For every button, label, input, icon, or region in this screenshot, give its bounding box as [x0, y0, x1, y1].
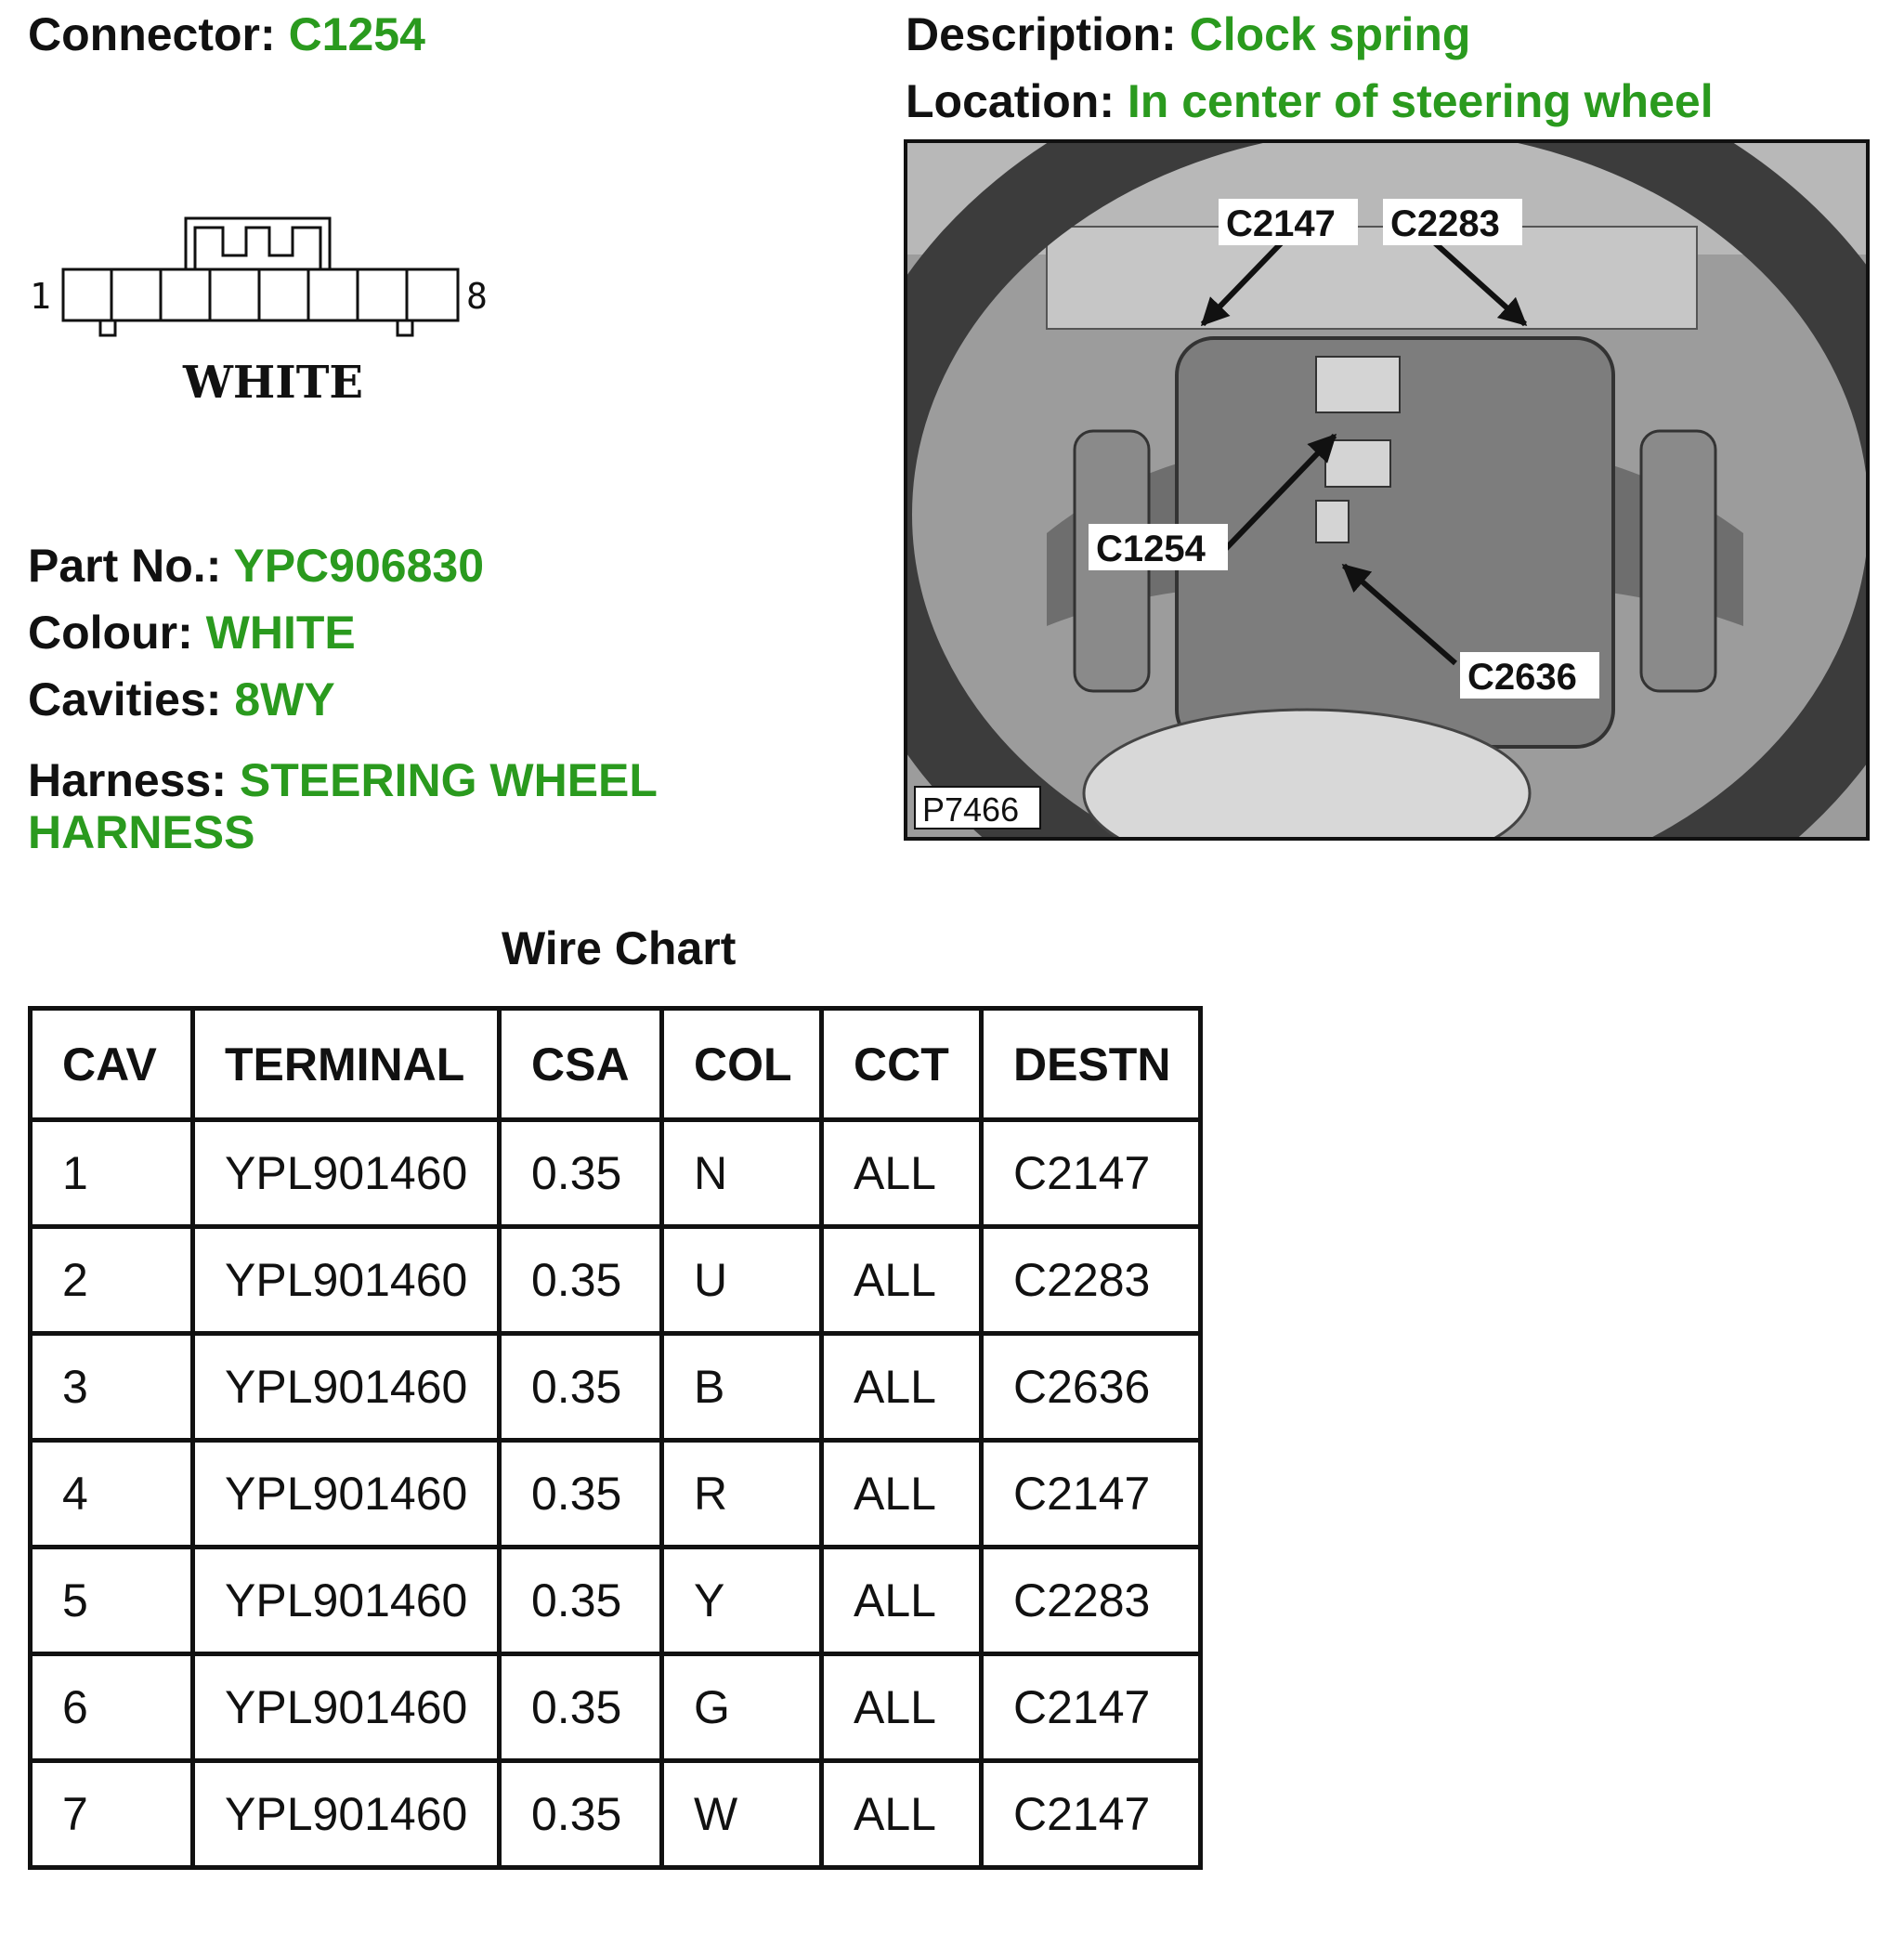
table-row	[31, 1654, 1201, 1761]
cell-cav: 6	[31, 1654, 193, 1761]
col-cav: CAV	[31, 1009, 193, 1120]
cell-csa: 0.35	[500, 1548, 662, 1654]
cell-cct: ALL	[822, 1120, 982, 1227]
location-value: In center of steering wheel	[1127, 75, 1714, 127]
cell-cav: 1	[31, 1120, 193, 1227]
connector-colour-label: WHITE	[183, 357, 364, 409]
table-header-row	[31, 1009, 1201, 1120]
cell-col: W	[662, 1761, 822, 1868]
figure-id: P7466	[922, 790, 1020, 829]
location-line	[906, 76, 1714, 127]
col-cct: CCT	[822, 1009, 982, 1120]
cell-terminal: YPL901460	[193, 1548, 500, 1654]
pin-first-label: 1	[30, 276, 51, 317]
cell-cct: ALL	[822, 1334, 982, 1441]
part-no-line	[28, 541, 484, 592]
cell-cav: 4	[31, 1441, 193, 1548]
pin-last-label: 8	[466, 276, 488, 317]
cell-cct: ALL	[822, 1761, 982, 1868]
part-no-value: YPC906830	[233, 540, 485, 592]
connector-line	[28, 9, 425, 60]
callout-c1254: C1254	[1096, 529, 1206, 569]
harness-line	[28, 754, 678, 858]
table-row	[31, 1441, 1201, 1548]
cell-col: Y	[662, 1548, 822, 1654]
cavities-value: 8WY	[234, 673, 335, 725]
callout-c2283: C2283	[1390, 203, 1500, 244]
colour-label: Colour:	[28, 607, 193, 659]
cell-cct: ALL	[822, 1227, 982, 1334]
cell-cav: 2	[31, 1227, 193, 1334]
table-row	[31, 1761, 1201, 1868]
cell-cav: 3	[31, 1334, 193, 1441]
callout-c2147: C2147	[1226, 203, 1336, 244]
cell-cct: ALL	[822, 1654, 982, 1761]
cell-destn: C2147	[982, 1654, 1201, 1761]
table-row	[31, 1120, 1201, 1227]
cell-terminal: YPL901460	[193, 1441, 500, 1548]
wire-chart-title: Wire Chart	[502, 922, 737, 974]
cell-csa: 0.35	[500, 1761, 662, 1868]
table-row	[31, 1334, 1201, 1441]
callout-c2636: C2636	[1467, 657, 1577, 698]
steering-wheel-photo	[904, 139, 1870, 841]
connector-label: Connector:	[28, 8, 276, 60]
harness-value: STEERING WHEEL HARNESS	[28, 754, 658, 858]
col-col: COL	[662, 1009, 822, 1120]
col-destn: DESTN	[982, 1009, 1201, 1120]
cell-cav: 5	[31, 1548, 193, 1654]
cell-terminal: YPL901460	[193, 1334, 500, 1441]
cell-terminal: YPL901460	[193, 1120, 500, 1227]
location-label: Location:	[906, 75, 1115, 127]
part-no-label: Part No.:	[28, 540, 222, 592]
cell-destn: C2147	[982, 1761, 1201, 1868]
connector-diagram	[28, 214, 511, 427]
cell-cct: ALL	[822, 1548, 982, 1654]
cell-terminal: YPL901460	[193, 1227, 500, 1334]
description-value: Clock spring	[1189, 8, 1471, 60]
cell-destn: C2147	[982, 1441, 1201, 1548]
wire-chart-table	[28, 1006, 1203, 1870]
cell-col: R	[662, 1441, 822, 1548]
cell-destn: C2283	[982, 1548, 1201, 1654]
cell-csa: 0.35	[500, 1334, 662, 1441]
cell-col: U	[662, 1227, 822, 1334]
col-csa: CSA	[500, 1009, 662, 1120]
cell-csa: 0.35	[500, 1227, 662, 1334]
description-line	[906, 9, 1470, 60]
cell-col: N	[662, 1120, 822, 1227]
cavities-label: Cavities:	[28, 673, 222, 725]
cell-csa: 0.35	[500, 1441, 662, 1548]
description-label: Description:	[906, 8, 1177, 60]
colour-value: WHITE	[205, 607, 356, 659]
col-terminal: TERMINAL	[193, 1009, 500, 1120]
colour-line	[28, 607, 356, 659]
cell-terminal: YPL901460	[193, 1761, 500, 1868]
cell-col: G	[662, 1654, 822, 1761]
cell-destn: C2147	[982, 1120, 1201, 1227]
cavities-line	[28, 674, 335, 725]
cell-cav: 7	[31, 1761, 193, 1868]
cell-col: B	[662, 1334, 822, 1441]
table-row	[31, 1548, 1201, 1654]
cell-csa: 0.35	[500, 1120, 662, 1227]
table-row	[31, 1227, 1201, 1334]
harness-label: Harness:	[28, 754, 227, 806]
connector-value: C1254	[288, 8, 425, 60]
cell-terminal: YPL901460	[193, 1654, 500, 1761]
cell-csa: 0.35	[500, 1654, 662, 1761]
cell-cct: ALL	[822, 1441, 982, 1548]
cell-destn: C2283	[982, 1227, 1201, 1334]
cell-destn: C2636	[982, 1334, 1201, 1441]
